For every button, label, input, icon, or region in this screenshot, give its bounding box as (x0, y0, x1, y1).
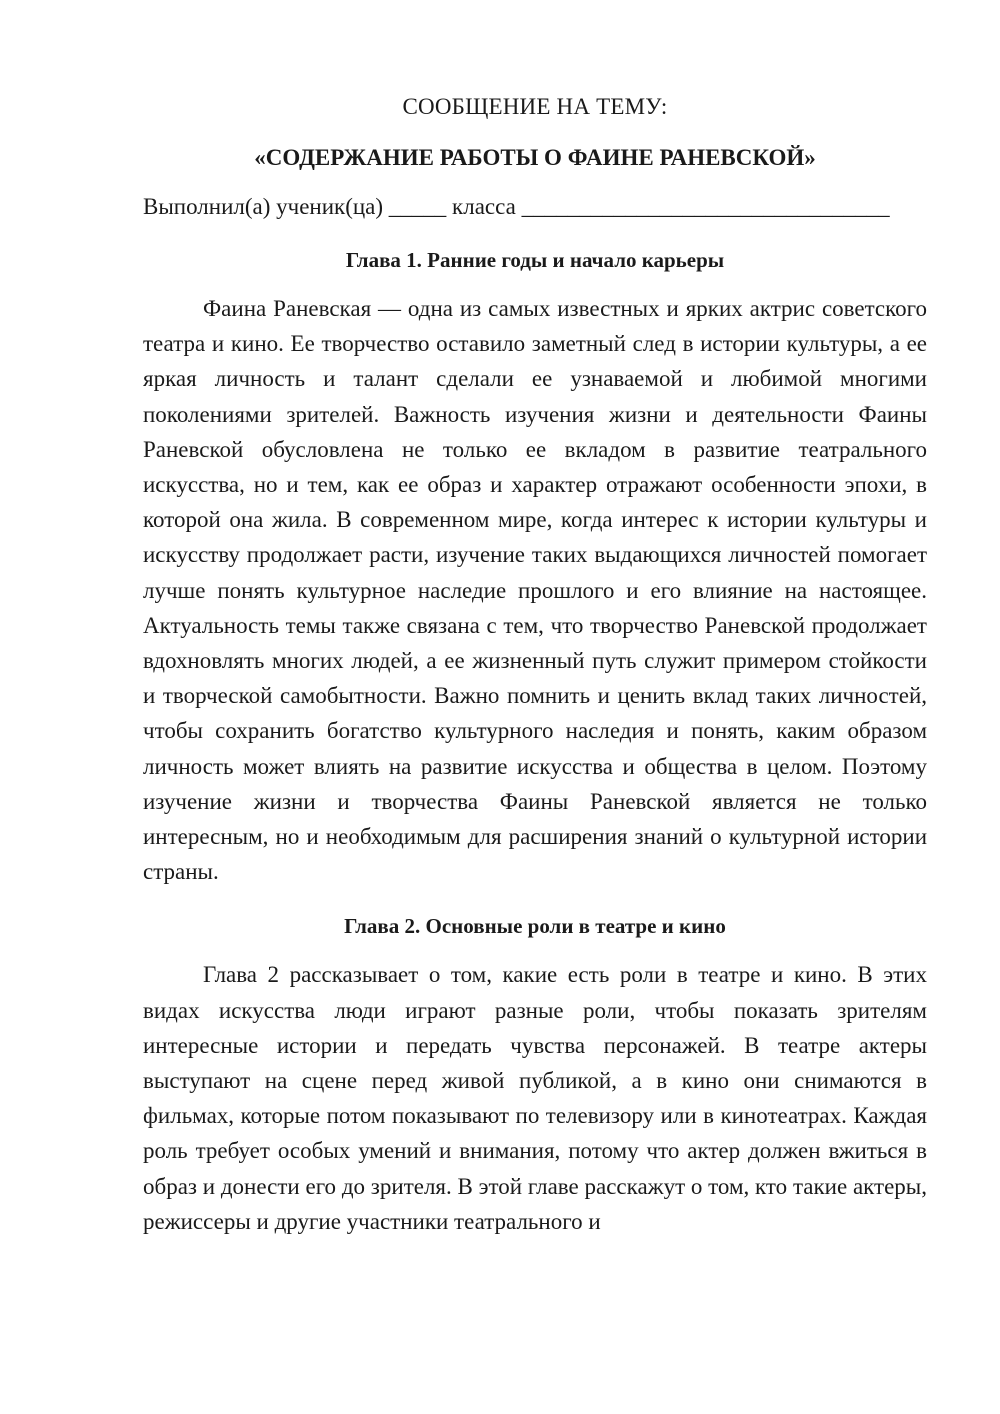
document-title-line-1: СООБЩЕНИЕ НА ТЕМУ: (402, 94, 668, 119)
author-byline: Выполнил(а) ученик(ца) _____ класса ________________________________ (143, 194, 890, 219)
document-title-line-2: «СОДЕРЖАНИЕ РАБОТЫ О ФАИНЕ РАНЕВСКОЙ» (254, 145, 816, 170)
chapter-1-heading: Глава 1. Ранние годы и начало карьеры (345, 248, 725, 272)
chapter-1-paragraph: Фаина Раневская — одна из самых известных и ярких актрис советского театра и кино. Ее творчество оставило заметный след в истории культуры, а ее яркая личность и талант сделали ее узнаваемой и любимой многими поколениями зрителей. Важность изучения жизни и деятельности Фаины Раневской обусловлена не только ее вкладом в развитие театрального искусства, но и тем, как ее образ и характер отражают особенности эпохи, в которой она жила. В современном мире, когда интерес к истории культуры и искусству продолжает расти, изучение таких выдающихся личностей помогает лучше понять культурное наследие прошлого и его влияние на настоящее. Актуальность темы также связана с тем, что творчество Раневской продолжает вдохновлять многих людей, а ее жизненный путь служит примером стойкости и творческой самобытности. Важно помнить и ценить вклад таких личностей, чтобы сохранить богатство культурного наследия и понять, каким образом личность может влиять на развитие искусства и общества в целом. Поэтому изучение жизни и творчества Фаины Раневской является не только интересным, но и необходимым для расширения знаний о культурной истории страны. (143, 296, 927, 885)
document-page (143, 92, 927, 1239)
chapter-2-paragraph: Глава 2 рассказывает о том, какие есть роли в театре и кино. В этих видах искусства люди играют разные роли, чтобы показать зрителям интересные истории и передать чувства персонажей. В театре актеры выступают на сцене перед живой публикой, а в кино они снимаются в фильмах, которые потом показывают по телевизору или в кинотеатрах. Каждая роль требует особых умений и внимания, потому что актер должен вжиться в образ и донести его до зрителя. В этой главе расскажут о том, кто такие актеры, режиссеры и другие участники театрального и (143, 962, 927, 1234)
chapter-2-heading: Глава 2. Основные роли в театре и кино (344, 914, 726, 939)
